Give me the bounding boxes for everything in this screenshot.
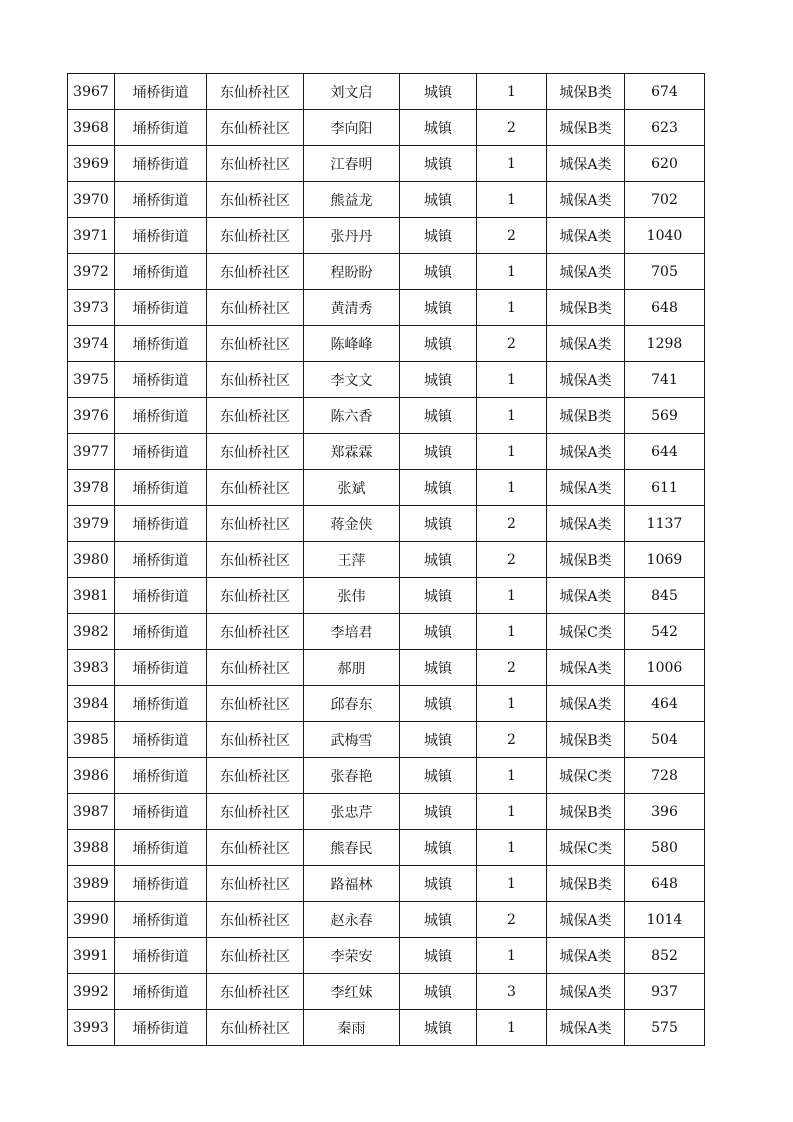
category-cell: 城保A类	[547, 182, 625, 218]
street-cell: 埇桥街道	[115, 794, 207, 830]
category-cell: 城保A类	[547, 578, 625, 614]
name-cell: 张伟	[304, 578, 400, 614]
community-cell: 东仙桥社区	[207, 470, 304, 506]
table-row	[68, 974, 705, 1010]
serial-number-cell: 3968	[68, 110, 115, 146]
table-row	[68, 398, 705, 434]
member-count-cell: 1	[477, 578, 547, 614]
street-cell: 埇桥街道	[115, 218, 207, 254]
household-type-cell: 城镇	[400, 74, 477, 110]
category-cell: 城保A类	[547, 902, 625, 938]
member-count-cell: 2	[477, 650, 547, 686]
household-type-cell: 城镇	[400, 110, 477, 146]
table-row	[68, 470, 705, 506]
amount-cell: 623	[625, 110, 705, 146]
serial-number-cell: 3989	[68, 866, 115, 902]
amount-cell: 937	[625, 974, 705, 1010]
amount-cell: 396	[625, 794, 705, 830]
amount-cell: 852	[625, 938, 705, 974]
community-cell: 东仙桥社区	[207, 506, 304, 542]
street-cell: 埇桥街道	[115, 110, 207, 146]
name-cell: 赵永春	[304, 902, 400, 938]
table-row	[68, 1010, 705, 1046]
member-count-cell: 2	[477, 110, 547, 146]
street-cell: 埇桥街道	[115, 866, 207, 902]
household-type-cell: 城镇	[400, 146, 477, 182]
community-cell: 东仙桥社区	[207, 254, 304, 290]
category-cell: 城保A类	[547, 470, 625, 506]
category-cell: 城保C类	[547, 614, 625, 650]
roster-body	[68, 74, 705, 1046]
name-cell: 李向阳	[304, 110, 400, 146]
member-count-cell: 1	[477, 182, 547, 218]
category-cell: 城保A类	[547, 326, 625, 362]
category-cell: 城保B类	[547, 794, 625, 830]
name-cell: 江春明	[304, 146, 400, 182]
amount-cell: 1040	[625, 218, 705, 254]
serial-number-cell: 3984	[68, 686, 115, 722]
category-cell: 城保A类	[547, 218, 625, 254]
community-cell: 东仙桥社区	[207, 866, 304, 902]
amount-cell: 1298	[625, 326, 705, 362]
serial-number-cell: 3987	[68, 794, 115, 830]
member-count-cell: 1	[477, 434, 547, 470]
household-type-cell: 城镇	[400, 830, 477, 866]
household-type-cell: 城镇	[400, 218, 477, 254]
table-row	[68, 326, 705, 362]
table-row	[68, 902, 705, 938]
street-cell: 埇桥街道	[115, 506, 207, 542]
community-cell: 东仙桥社区	[207, 902, 304, 938]
amount-cell: 575	[625, 1010, 705, 1046]
category-cell: 城保C类	[547, 830, 625, 866]
name-cell: 陈六香	[304, 398, 400, 434]
household-type-cell: 城镇	[400, 362, 477, 398]
category-cell: 城保A类	[547, 974, 625, 1010]
member-count-cell: 1	[477, 398, 547, 434]
member-count-cell: 1	[477, 830, 547, 866]
amount-cell: 611	[625, 470, 705, 506]
name-cell: 李培君	[304, 614, 400, 650]
name-cell: 熊益龙	[304, 182, 400, 218]
category-cell: 城保B类	[547, 722, 625, 758]
street-cell: 埇桥街道	[115, 254, 207, 290]
street-cell: 埇桥街道	[115, 938, 207, 974]
name-cell: 李文文	[304, 362, 400, 398]
household-type-cell: 城镇	[400, 1010, 477, 1046]
community-cell: 东仙桥社区	[207, 614, 304, 650]
street-cell: 埇桥街道	[115, 182, 207, 218]
category-cell: 城保A类	[547, 938, 625, 974]
street-cell: 埇桥街道	[115, 542, 207, 578]
table-row	[68, 110, 705, 146]
household-type-cell: 城镇	[400, 722, 477, 758]
table-row	[68, 830, 705, 866]
table-row	[68, 686, 705, 722]
serial-number-cell: 3986	[68, 758, 115, 794]
member-count-cell: 1	[477, 686, 547, 722]
member-count-cell: 2	[477, 218, 547, 254]
community-cell: 东仙桥社区	[207, 974, 304, 1010]
roster-table	[67, 73, 705, 1046]
community-cell: 东仙桥社区	[207, 218, 304, 254]
community-cell: 东仙桥社区	[207, 74, 304, 110]
member-count-cell: 1	[477, 1010, 547, 1046]
community-cell: 东仙桥社区	[207, 830, 304, 866]
name-cell: 王萍	[304, 542, 400, 578]
household-type-cell: 城镇	[400, 686, 477, 722]
table-row	[68, 254, 705, 290]
community-cell: 东仙桥社区	[207, 434, 304, 470]
name-cell: 郝朋	[304, 650, 400, 686]
category-cell: 城保B类	[547, 110, 625, 146]
community-cell: 东仙桥社区	[207, 794, 304, 830]
table-row	[68, 722, 705, 758]
street-cell: 埇桥街道	[115, 578, 207, 614]
table-row	[68, 542, 705, 578]
community-cell: 东仙桥社区	[207, 182, 304, 218]
household-type-cell: 城镇	[400, 254, 477, 290]
household-type-cell: 城镇	[400, 398, 477, 434]
household-type-cell: 城镇	[400, 470, 477, 506]
household-type-cell: 城镇	[400, 434, 477, 470]
serial-number-cell: 3973	[68, 290, 115, 326]
serial-number-cell: 3970	[68, 182, 115, 218]
member-count-cell: 1	[477, 794, 547, 830]
household-type-cell: 城镇	[400, 506, 477, 542]
amount-cell: 569	[625, 398, 705, 434]
name-cell: 黄清秀	[304, 290, 400, 326]
serial-number-cell: 3988	[68, 830, 115, 866]
community-cell: 东仙桥社区	[207, 578, 304, 614]
table-row	[68, 146, 705, 182]
community-cell: 东仙桥社区	[207, 326, 304, 362]
table-row	[68, 614, 705, 650]
serial-number-cell: 3982	[68, 614, 115, 650]
member-count-cell: 2	[477, 722, 547, 758]
category-cell: 城保A类	[547, 434, 625, 470]
amount-cell: 1014	[625, 902, 705, 938]
household-type-cell: 城镇	[400, 542, 477, 578]
member-count-cell: 1	[477, 146, 547, 182]
table-row	[68, 506, 705, 542]
category-cell: 城保B类	[547, 398, 625, 434]
street-cell: 埇桥街道	[115, 1010, 207, 1046]
community-cell: 东仙桥社区	[207, 938, 304, 974]
street-cell: 埇桥街道	[115, 74, 207, 110]
serial-number-cell: 3992	[68, 974, 115, 1010]
amount-cell: 702	[625, 182, 705, 218]
serial-number-cell: 3980	[68, 542, 115, 578]
community-cell: 东仙桥社区	[207, 1010, 304, 1046]
category-cell: 城保A类	[547, 506, 625, 542]
member-count-cell: 2	[477, 326, 547, 362]
serial-number-cell: 3985	[68, 722, 115, 758]
serial-number-cell: 3979	[68, 506, 115, 542]
serial-number-cell: 3981	[68, 578, 115, 614]
amount-cell: 1006	[625, 650, 705, 686]
amount-cell: 648	[625, 866, 705, 902]
community-cell: 东仙桥社区	[207, 542, 304, 578]
name-cell: 李荣安	[304, 938, 400, 974]
table-row	[68, 650, 705, 686]
household-type-cell: 城镇	[400, 290, 477, 326]
category-cell: 城保A类	[547, 146, 625, 182]
amount-cell: 620	[625, 146, 705, 182]
table-row	[68, 362, 705, 398]
household-type-cell: 城镇	[400, 614, 477, 650]
name-cell: 郑霖霖	[304, 434, 400, 470]
amount-cell: 845	[625, 578, 705, 614]
name-cell: 武梅雪	[304, 722, 400, 758]
name-cell: 张斌	[304, 470, 400, 506]
street-cell: 埇桥街道	[115, 290, 207, 326]
amount-cell: 1069	[625, 542, 705, 578]
name-cell: 陈峰峰	[304, 326, 400, 362]
table-row	[68, 182, 705, 218]
amount-cell: 542	[625, 614, 705, 650]
category-cell: 城保B类	[547, 866, 625, 902]
serial-number-cell: 3993	[68, 1010, 115, 1046]
street-cell: 埇桥街道	[115, 326, 207, 362]
household-type-cell: 城镇	[400, 326, 477, 362]
serial-number-cell: 3974	[68, 326, 115, 362]
table-row	[68, 758, 705, 794]
table-row	[68, 578, 705, 614]
street-cell: 埇桥街道	[115, 722, 207, 758]
name-cell: 李红妹	[304, 974, 400, 1010]
table-row	[68, 290, 705, 326]
household-type-cell: 城镇	[400, 578, 477, 614]
street-cell: 埇桥街道	[115, 902, 207, 938]
member-count-cell: 1	[477, 938, 547, 974]
household-type-cell: 城镇	[400, 758, 477, 794]
community-cell: 东仙桥社区	[207, 722, 304, 758]
serial-number-cell: 3977	[68, 434, 115, 470]
community-cell: 东仙桥社区	[207, 146, 304, 182]
amount-cell: 674	[625, 74, 705, 110]
household-type-cell: 城镇	[400, 794, 477, 830]
table-row	[68, 938, 705, 974]
name-cell: 张丹丹	[304, 218, 400, 254]
name-cell: 张忠芹	[304, 794, 400, 830]
serial-number-cell: 3969	[68, 146, 115, 182]
serial-number-cell: 3972	[68, 254, 115, 290]
member-count-cell: 1	[477, 74, 547, 110]
member-count-cell: 1	[477, 470, 547, 506]
household-type-cell: 城镇	[400, 902, 477, 938]
household-type-cell: 城镇	[400, 866, 477, 902]
member-count-cell: 2	[477, 542, 547, 578]
name-cell: 秦雨	[304, 1010, 400, 1046]
household-type-cell: 城镇	[400, 650, 477, 686]
community-cell: 东仙桥社区	[207, 362, 304, 398]
member-count-cell: 1	[477, 254, 547, 290]
category-cell: 城保A类	[547, 650, 625, 686]
name-cell: 路福林	[304, 866, 400, 902]
street-cell: 埇桥街道	[115, 434, 207, 470]
category-cell: 城保B类	[547, 74, 625, 110]
serial-number-cell: 3983	[68, 650, 115, 686]
street-cell: 埇桥街道	[115, 362, 207, 398]
amount-cell: 728	[625, 758, 705, 794]
amount-cell: 705	[625, 254, 705, 290]
street-cell: 埇桥街道	[115, 470, 207, 506]
community-cell: 东仙桥社区	[207, 290, 304, 326]
member-count-cell: 1	[477, 290, 547, 326]
serial-number-cell: 3978	[68, 470, 115, 506]
category-cell: 城保A类	[547, 1010, 625, 1046]
name-cell: 程盼盼	[304, 254, 400, 290]
street-cell: 埇桥街道	[115, 974, 207, 1010]
amount-cell: 741	[625, 362, 705, 398]
amount-cell: 644	[625, 434, 705, 470]
serial-number-cell: 3991	[68, 938, 115, 974]
member-count-cell: 2	[477, 506, 547, 542]
serial-number-cell: 3990	[68, 902, 115, 938]
household-type-cell: 城镇	[400, 938, 477, 974]
street-cell: 埇桥街道	[115, 686, 207, 722]
amount-cell: 1137	[625, 506, 705, 542]
table-row	[68, 866, 705, 902]
serial-number-cell: 3975	[68, 362, 115, 398]
name-cell: 邱春东	[304, 686, 400, 722]
community-cell: 东仙桥社区	[207, 398, 304, 434]
category-cell: 城保C类	[547, 758, 625, 794]
serial-number-cell: 3971	[68, 218, 115, 254]
category-cell: 城保A类	[547, 254, 625, 290]
household-type-cell: 城镇	[400, 974, 477, 1010]
street-cell: 埇桥街道	[115, 758, 207, 794]
member-count-cell: 2	[477, 902, 547, 938]
name-cell: 刘文启	[304, 74, 400, 110]
table-row	[68, 434, 705, 470]
category-cell: 城保B类	[547, 542, 625, 578]
category-cell: 城保A类	[547, 686, 625, 722]
street-cell: 埇桥街道	[115, 650, 207, 686]
name-cell: 张春艳	[304, 758, 400, 794]
member-count-cell: 1	[477, 866, 547, 902]
community-cell: 东仙桥社区	[207, 650, 304, 686]
table-row	[68, 794, 705, 830]
serial-number-cell: 3976	[68, 398, 115, 434]
amount-cell: 504	[625, 722, 705, 758]
member-count-cell: 1	[477, 614, 547, 650]
category-cell: 城保B类	[547, 290, 625, 326]
name-cell: 熊春民	[304, 830, 400, 866]
name-cell: 蒋金侠	[304, 506, 400, 542]
category-cell: 城保A类	[547, 362, 625, 398]
amount-cell: 648	[625, 290, 705, 326]
household-type-cell: 城镇	[400, 182, 477, 218]
amount-cell: 464	[625, 686, 705, 722]
community-cell: 东仙桥社区	[207, 758, 304, 794]
serial-number-cell: 3967	[68, 74, 115, 110]
community-cell: 东仙桥社区	[207, 110, 304, 146]
amount-cell: 580	[625, 830, 705, 866]
street-cell: 埇桥街道	[115, 614, 207, 650]
community-cell: 东仙桥社区	[207, 686, 304, 722]
member-count-cell: 1	[477, 362, 547, 398]
street-cell: 埇桥街道	[115, 398, 207, 434]
member-count-cell: 3	[477, 974, 547, 1010]
street-cell: 埇桥街道	[115, 146, 207, 182]
table-row	[68, 218, 705, 254]
member-count-cell: 1	[477, 758, 547, 794]
street-cell: 埇桥街道	[115, 830, 207, 866]
table-row	[68, 74, 705, 110]
